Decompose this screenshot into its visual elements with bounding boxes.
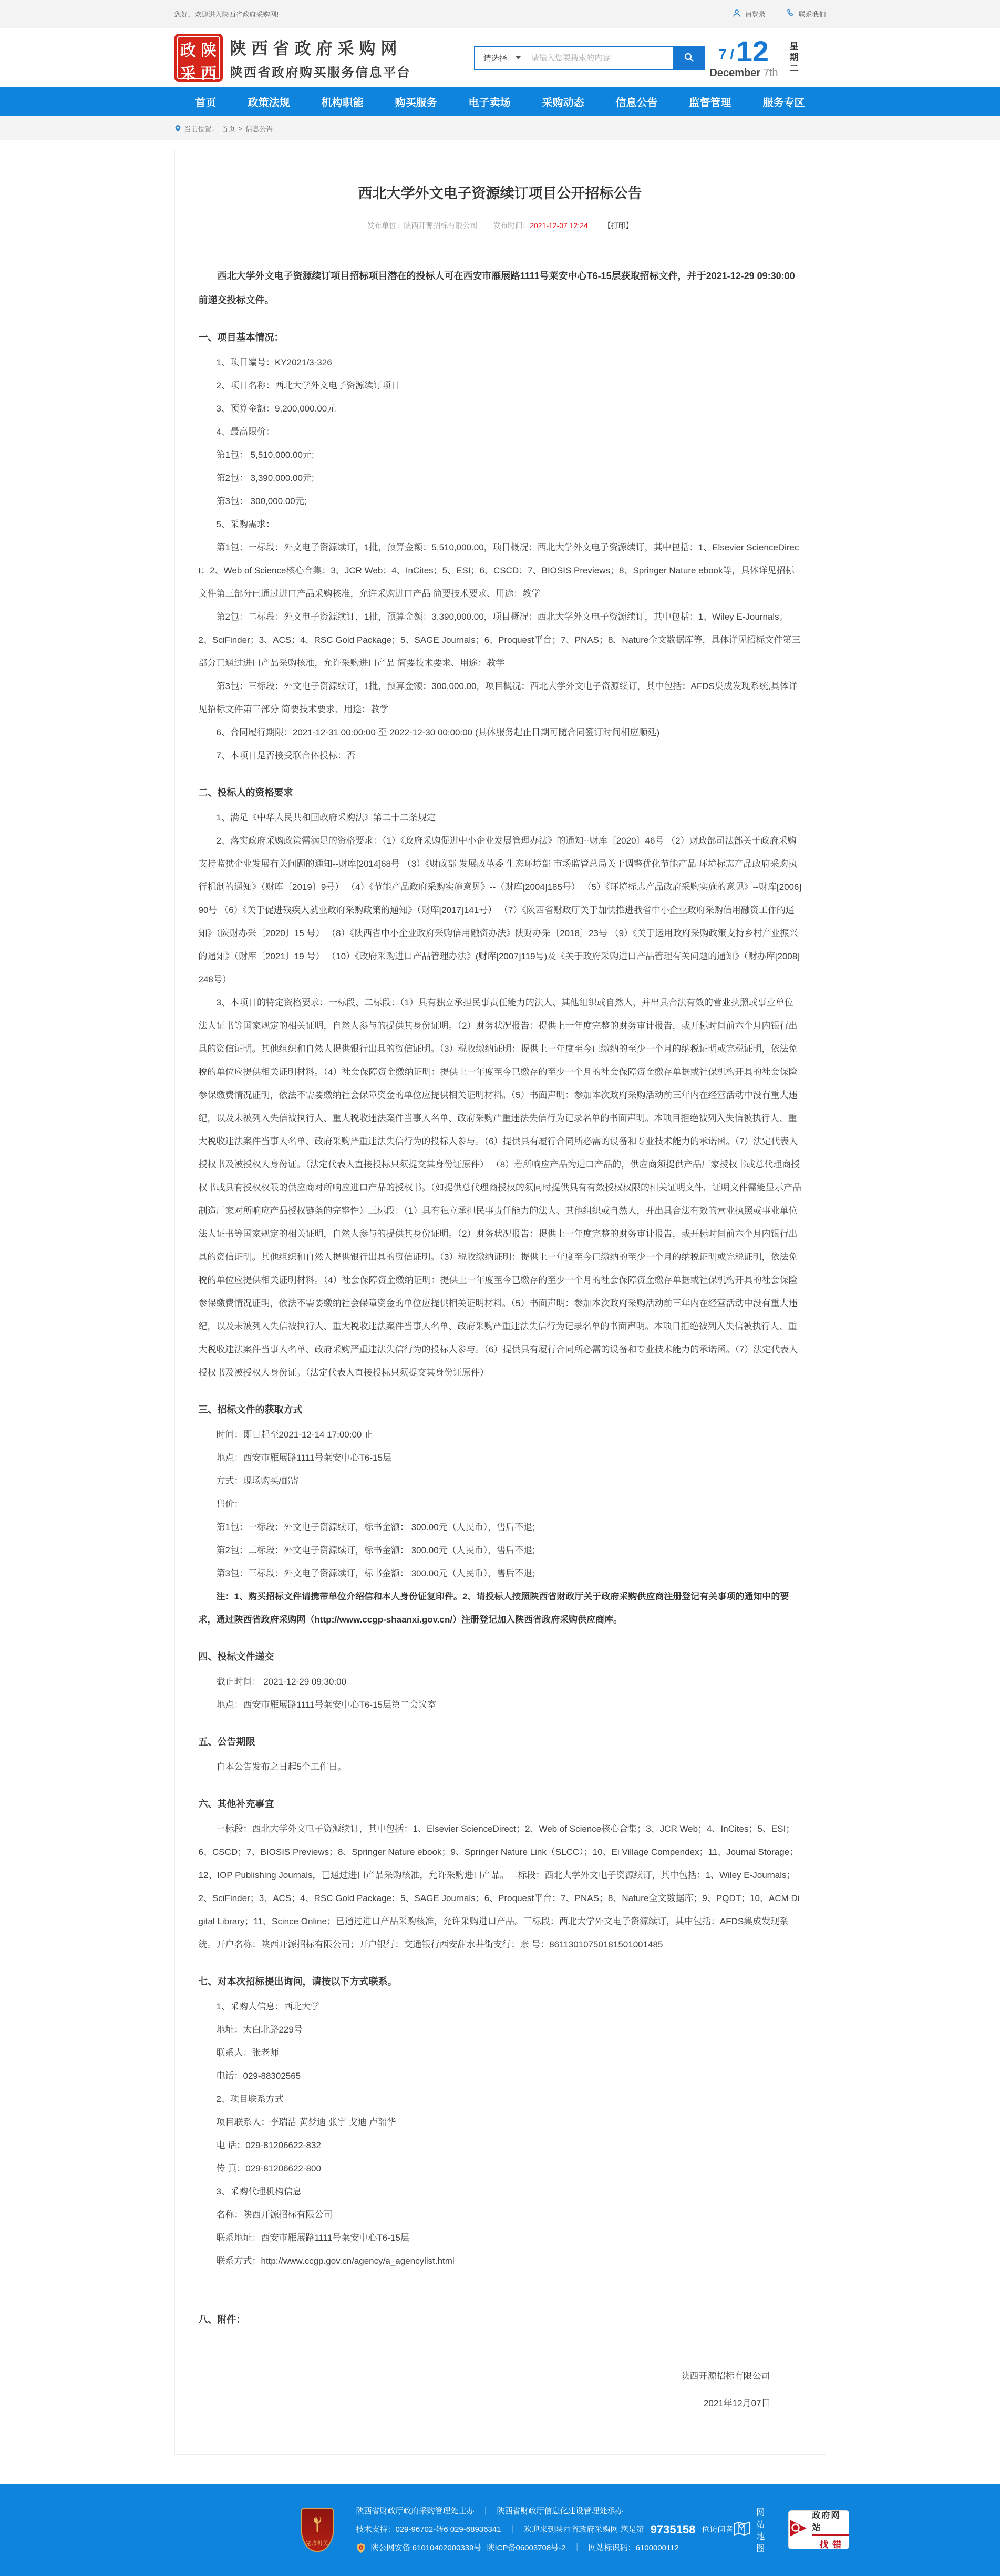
nav-item-采购动态[interactable]: 采购动态 (542, 97, 584, 109)
section-heading: 一、项目基本情况： (198, 332, 284, 343)
seal-char: 政 (180, 42, 196, 59)
paragraph: 联系人：张老师 (216, 2048, 279, 2058)
paragraph: 联系方式：http://www.ccgp.gov.cn/agency/a_agencylist.html (216, 2256, 455, 2266)
paragraph: 第2包： 3,390,000.00元; (216, 473, 314, 483)
nav-item-购买服务[interactable]: 购买服务 (395, 97, 437, 109)
nav-item-信息公告[interactable]: 信息公告 (615, 97, 658, 109)
paragraph: 3、预算金额：9,200,000.00元 (216, 404, 336, 414)
footer-tech-support: 技术支持：029-96702-转6 029-68936341 (356, 2525, 501, 2534)
torch-icon (311, 2514, 324, 2534)
search-button[interactable] (673, 46, 705, 70)
breadcrumb-label: 当前位置： (184, 125, 219, 133)
seal-char: 采 (180, 65, 196, 83)
footer-separator: ｜ (481, 2507, 490, 2516)
badge-divider (812, 2534, 849, 2536)
paragraph: 第1包：一标段：外文电子资源续订，标书金额： 300.00元（人民币），售后不退; (216, 1522, 535, 1532)
nav-item-政策法规[interactable]: 政策法规 (248, 97, 290, 109)
publish-time-label: 发布时间： (493, 221, 530, 230)
signature-block (199, 2363, 802, 2417)
article-intro: 西北大学外文电子资源续订项目招标项目潜在的投标人可在西安市雁展路1111号莱安中心T6-15层获取招标文件，并于2021-12-29 09:30:00前递交投标文件。 (198, 271, 795, 305)
badge-subtitle: 找错 (819, 2540, 846, 2550)
error-report-badge[interactable] (788, 2510, 849, 2549)
paragraph: 项目联系人：李瑞洁 黄梦迪 张宇 戈迪 卢韶华 (216, 2117, 396, 2127)
footer-separator: ｜ (508, 2525, 517, 2534)
paragraph: 2、项目联系方式 (216, 2094, 284, 2104)
contact-label: 联系我们 (798, 11, 826, 18)
nav-item-监督管理[interactable]: 监督管理 (689, 97, 731, 109)
site-header (0, 28, 1000, 87)
nav-item-服务专区[interactable]: 服务专区 (762, 97, 805, 109)
paragraph: 6、合同履行期限：2021-12-31 00:00:00 至 2022-12-30 00:00:00 (具体服务起止日期可随合同签订时间相应顺延) (216, 727, 660, 737)
phone-icon (786, 9, 795, 19)
badge-title: 政府网站 (812, 2511, 841, 2532)
police-badge-icon (356, 2543, 366, 2553)
publisher-value: 陕西开源招标有限公司 (404, 221, 478, 230)
location-pin-icon (174, 125, 181, 132)
paragraph: 第3包：三标段：外文电子资源续订，标书金额： 300.00元（人民币），售后不退; (216, 1568, 535, 1578)
paragraph: 7、本项目是否接受联合体投标：否 (216, 751, 355, 761)
paragraph: 3、本项目的特定资格要求：一标段、二标段：（1）具有独立承担民事责任能力的法人、其他组织或自然人，并出具合法有效的营业执照或事业单位法人证书等国家规定的相关证明，自然人参与的提供其身份证明。（2）财务状况报告：提供上一年度完整的财务审计报告，或开标时间前六个月内银行出具的资信证明。其他组织和自然人提供银行出具的资信证明。（3）税收缴纳证明：提供上一年度至今已缴纳的至少一个月的纳税证明或完税证明，依法免税的单位应提供相关证明材料。（4）社会保障资金缴纳证明：提供上一年度至今已缴存的至少一个月的社会保障资金缴存单据或社保机构开具的社会保险参保缴费情况证明，依法不需要缴纳社会保障资金的单位应提供相关证明材料。（5）书面声明：参加本次政府采购活动前三年内在经营活动中没有重大违纪，以及未被列入失信被执行人、重大税收违法案件当事人名单、政府采购严重违法失信行为记录名单的书面声明。本项目拒绝被列入失信被执行人、重大税收违法案件当事人名单、政府采购严重违法失信行为的投标人参与。（6）提供具有履行合同所必需的设备和专业技术能力的承诺函。（7）法定代表人授权书及被授权人身份证。（法定代表人直接投标只须提交其身份证原件） （8）若所响应产品为进口产品的，供应商须提供产品厂家授权书或总代理商授权书或具有授权权限的供应商对所响应进口产品的授权书。（如提供总代理商授权的须同时提供具有有效授权权限的相关证明文件，证明文件需能显示产品制造厂家对所响应产品授权链条的完整性）三标段：（1）具有独立承担民事责任能力的法人、其他组织或自然人，并出具合法有效的营业执照或事业单位法人证书等国家规定的相关证明，自然人参与的提供其身份证明。（2）财务状况报告：提供上一年度完整的财务审计报告，或开标时间前六个月内银行出具的资信证明。其他组织和自然人提供银行出具的资信证明。（3）税收缴纳证明：提供上一年度至今已缴纳的至少一个月的纳税证明或完税证明，依法免税的单位应提供相关证明材料。（4）社会保障资金缴纳证明：提供上一年度至今已缴存的至少一个月的社会保障资金缴存单据或社保机构开具的社会保险参保缴费情况证明，依法不需要缴纳社会保障资金的单位应提供相关证明材料。（5）书面声明：参加本次政府采购活动前三年内在经营活动中没有重大违纪，以及未被列入失信被执行人、重大税收违法案件当事人名单、政府采购严重违法失信行为记录名单的书面声明。本项目拒绝被列入失信被执行人、重大税收违法案件当事人名单、政府采购严重违法失信行为的投标人参与。（6）提供具有履行合同所必需的设备和专业技术能力的承诺函。（7）法定代表人授权书及被授权人身份证。（法定代表人直接投标只须提交其身份证原件） (198, 998, 801, 1378)
nav-item-电子卖场[interactable]: 电子卖场 (468, 97, 511, 109)
section-heading: 八、附件： (198, 2314, 246, 2325)
nav-item-机构职能[interactable]: 机构职能 (321, 97, 364, 109)
footer-separator: ｜ (573, 2543, 581, 2552)
login-link[interactable] (733, 9, 765, 19)
section-heading: 三、招标文件的获取方式 (198, 1404, 303, 1415)
site-subtitle: 陕西省政府购买服务信息平台 (230, 66, 411, 80)
main-nav-bar (0, 87, 1000, 116)
publish-time-value: 2021-12-07 12:24 (530, 221, 588, 230)
paragraph: 电话：029-88302565 (216, 2071, 301, 2081)
breadcrumb-separator: > (238, 124, 243, 132)
paragraph: 5、采购需求： (216, 519, 275, 529)
paragraph: 传 真：029-81206622-800 (216, 2163, 321, 2173)
map-icon (733, 2520, 751, 2539)
search-input[interactable] (528, 47, 674, 69)
paragraph: 时间：即日起至2021-12-14 17:00:00 止 (216, 1430, 374, 1440)
print-button[interactable]: 【打印】 (603, 221, 633, 230)
paragraph: 第2包：二标段：外文电子资源续订，标书金额： 300.00元（人民币），售后不退; (216, 1545, 535, 1555)
section-heading: 六、其他补充事宜 (198, 1799, 274, 1809)
login-label: 请登录 (745, 11, 766, 18)
police-beian-link[interactable]: 陕公网安备 61010402000339号 (370, 2543, 482, 2552)
paragraph: 第1包： 5,510,000.00元; (216, 450, 314, 460)
footer-host: 陕西省财政厅政府采购管理处主办 (356, 2507, 475, 2516)
chevron-down-icon (516, 56, 521, 59)
paragraph: 1、满足《中华人民共和国政府采购法》第二十二条规定 (216, 813, 436, 823)
paragraph: 地址：太白北路229号 (216, 2025, 303, 2035)
search-box (474, 46, 705, 70)
site-id-code: 网站标识码：6100000112 (588, 2543, 679, 2552)
date-weekday: 星期二 (788, 41, 798, 75)
paragraph: 方式：现场购买/邮寄 (216, 1476, 300, 1486)
signature-line: 陕西开源招标有限公司 (681, 2371, 770, 2381)
icp-beian-link[interactable]: 陕ICP备06003708号-2 (487, 2543, 566, 2552)
date-widget (709, 34, 826, 79)
publisher-label: 发布单位： (367, 221, 404, 230)
paragraph: 电 话：029-81206622-832 (216, 2140, 321, 2150)
paragraph: 地点：西安市雁展路1111号莱安中心T6-15层第二会议室 (216, 1700, 436, 1710)
announcement-card (174, 150, 826, 2455)
welcome-text: 您好，欢迎进入陕西省政府采购网! (174, 11, 279, 18)
footer-line-2 (356, 2520, 734, 2539)
paragraph: 第3包：三标段：外文电子资源续订，1批，预算金额：300,000.00，项目概况：西北大学外文电子资源续订，其中包括：AFDS集成发现系统,具体详见招标文件第三部分 简要技术要求、用途：教学 (198, 681, 798, 714)
footer-undertaker: 陕西省财政厅信息化建设管理处承办 (497, 2507, 623, 2516)
breadcrumb-bar (0, 116, 1000, 140)
paragraph: 2、落实政府采购政策需满足的资格要求：（1）《政府采购促进中小企业发展管理办法》的通知--财库〔2020〕46号 （2）财政部司法部关于政府采购支持监狱企业发展有关问题的通知--财库[2014]68号 （3）《财政部 发展改革委 生态环境部 市场监管总局关于调整优化节能产品 环境标志产品政府采购执行机制的通知》（财库〔2019〕9号） （4）《节能产品政府采购实施意见》--（财库[2004]185号） （5）《环境标志产品政府采购实施的意见》--财库[2006]90号 （6）《关于促进残疾人就业政府采购政策的通知》（财库[2017]141号） （7）《陕西省财政厅关于加快推进我省中小企业政府采购信用融资工作的通知》（陕财办采〔2020〕15 号） （8）《陕西省中小企业政府采购信用融资办法》陕财办采〔2018〕23号 （9）《关于运用政府采购政策支持乡村产业振兴的通知》（财库〔2021〕19 号） （10）《政府采购进口产品管理办法》(财库[2007]119号)及《关于政府采购进口产品管理有关问题的通知》（财办库[2008]248号） (198, 836, 802, 984)
nav-item-首页[interactable]: 首页 (195, 97, 217, 109)
main-nav (174, 87, 826, 116)
date-month-en: December (709, 67, 761, 79)
footer-visitor-suffix: 位访问者 (702, 2525, 734, 2534)
paragraph: 第2包：二标段：外文电子资源续订，1批，预算金额：3,390,000.00，项目概况：西北大学外文电子资源续订，其中包括：1、Wiley E-Journals；2、SciFinder；3、ACS；4、RSC Gold Package；5、SAGE Journals；6、Proquest平台；7、PNAS；8、Nature全文数据库等，具体详见招标文件第三部分已通过进口产品采购核准，允许采购进口产品 简要技术要求、用途：教学 (198, 612, 801, 668)
paragraph: 1、项目编号：KY2021/3-326 (216, 357, 332, 367)
paragraph: 第1包：一标段：外文电子资源续订，1批，预算金额：5,510,000.00，项目概况：西北大学外文电子资源续订，其中包括：1、Elsevier ScienceDirect；2、Web of Science核心合集；3、JCR Web；4、InCites；5、ESI；6、CSCD；7、BIOSIS Previews；8、Springer Nature ebook等，具体详见招标文件第三部分已通过进口产品采购核准，允许采购进口产品 简要技术要求、用途：教学 (198, 542, 799, 599)
paragraph: 3、采购代理机构信息 (216, 2187, 302, 2197)
paragraph: 售价： (216, 1499, 243, 1509)
seal-char: 西 (201, 65, 217, 83)
sitemap-link[interactable] (733, 2506, 765, 2554)
main-content (0, 140, 1000, 2484)
search-category-select[interactable] (475, 47, 528, 69)
paragraph: 自本公告发布之日起5个工作日。 (216, 1762, 346, 1772)
article-meta (199, 220, 802, 231)
site-footer (0, 2484, 1000, 2576)
paragraph: 联系地址：西安市雁展路1111号莱安中心T6-15层 (216, 2233, 409, 2243)
paragraph: 第3包： 300,000.00元; (216, 496, 307, 506)
footer-visitor-prefix: 欢迎来到陕西省政府采购网 您是第 (523, 2525, 644, 2534)
paragraph: 截止时间： 2021-12-29 09:30:00 (216, 1677, 347, 1687)
date-month: 7 / (718, 46, 734, 62)
section-heading: 五、公告期限 (198, 1737, 255, 1747)
breadcrumb-current[interactable]: 信息公告 (245, 125, 273, 133)
paragraph: 2、项目名称：西北大学外文电子资源续订项目 (216, 381, 400, 391)
paragraph: 名称：陕西开源招标有限公司 (216, 2210, 333, 2220)
site-name: 陕西省政府采购网 (230, 39, 403, 58)
emblem-label: 党政机关 (305, 2540, 329, 2547)
signature-line: 2021年12月07日 (703, 2398, 770, 2408)
search-select-label: 请选择 (483, 54, 508, 63)
section-heading: 四、投标文件递交 (198, 1651, 274, 1662)
top-bar (0, 0, 1000, 28)
paragraph: 地点：西安市雁展路1111号莱安中心T6-15层 (216, 1453, 391, 1463)
footer-line-3 (356, 2539, 734, 2557)
section-heading: 二、投标人的资格要求 (198, 787, 293, 798)
paragraph: 一标段：西北大学外文电子资源续订，其中包括：1、Elsevier ScienceDirect；2、Web of Science核心合集；3、JCR Web；4、InCites；5、ESI；6、CSCD；7、BIOSIS Previews；8、Springer Nature ebook；9、Springer Nature Link（SLCC）；10、Ei Village Compendex；11、Journal Storage；12、IOP Publishing Journals，已通过进口产品采购核准，允许采购进口产品。二标段：西北大学外文电子资源续订，其中包括：1、Wiley E-Journals；2、SciFinder；3、ACS；4、RSC Gold Package；5、SAGE Journals；6、Proquest平台；7、PNAS；8、Nature全文数据库；9、PQDT；10、ACM Digital Library；11、Scince Online；已通过进口产品采购核准，允许采购进口产品。三标段：西北大学外文电子资源续订，其中包括：AFDS集成发现系统。开户名称：陕西开源招标有限公司；开户银行：交通银行西安甜水井街支行；账 号：86113010750181501001485 (198, 1824, 800, 1949)
error-finder-icon (789, 2518, 808, 2541)
logo-seal (174, 34, 223, 82)
government-emblem (301, 2508, 334, 2552)
contact-link[interactable] (786, 9, 826, 19)
site-logo[interactable] (174, 34, 411, 82)
seal-char: 陕 (201, 42, 217, 59)
search-icon (684, 52, 694, 64)
section-heading: 七、对本次招标提出询问，请按以下方式联系。 (198, 1976, 397, 1987)
paragraph: 4、最高限价： (216, 427, 275, 437)
date-day: 12 (736, 34, 769, 68)
visitor-count: 9735158 (650, 2523, 696, 2536)
footer-line-1 (356, 2502, 734, 2520)
article-sections (199, 326, 802, 2331)
paragraph: 1、采购人信息：西北大学 (216, 2002, 319, 2011)
date-day-en: 7th (763, 67, 778, 79)
paragraph: 注：1、购买招标文件请携带单位介绍信和本人身份证复印件。2、请投标人按照陕西省财政厅关于政府采购供应商注册登记有关事项的通知中的要求，通过陕西省政府采购网（http://www.ccgp-shaanxi.gov.cn/）注册登记加入陕西省政府采购供应商库。 (198, 1592, 789, 1625)
breadcrumb-home[interactable]: 首页 (221, 125, 235, 133)
user-icon (733, 9, 741, 19)
sitemap-label: 网站地图 (756, 2508, 765, 2553)
page-title: 西北大学外文电子资源续订项目公开招标公告 (358, 186, 642, 201)
